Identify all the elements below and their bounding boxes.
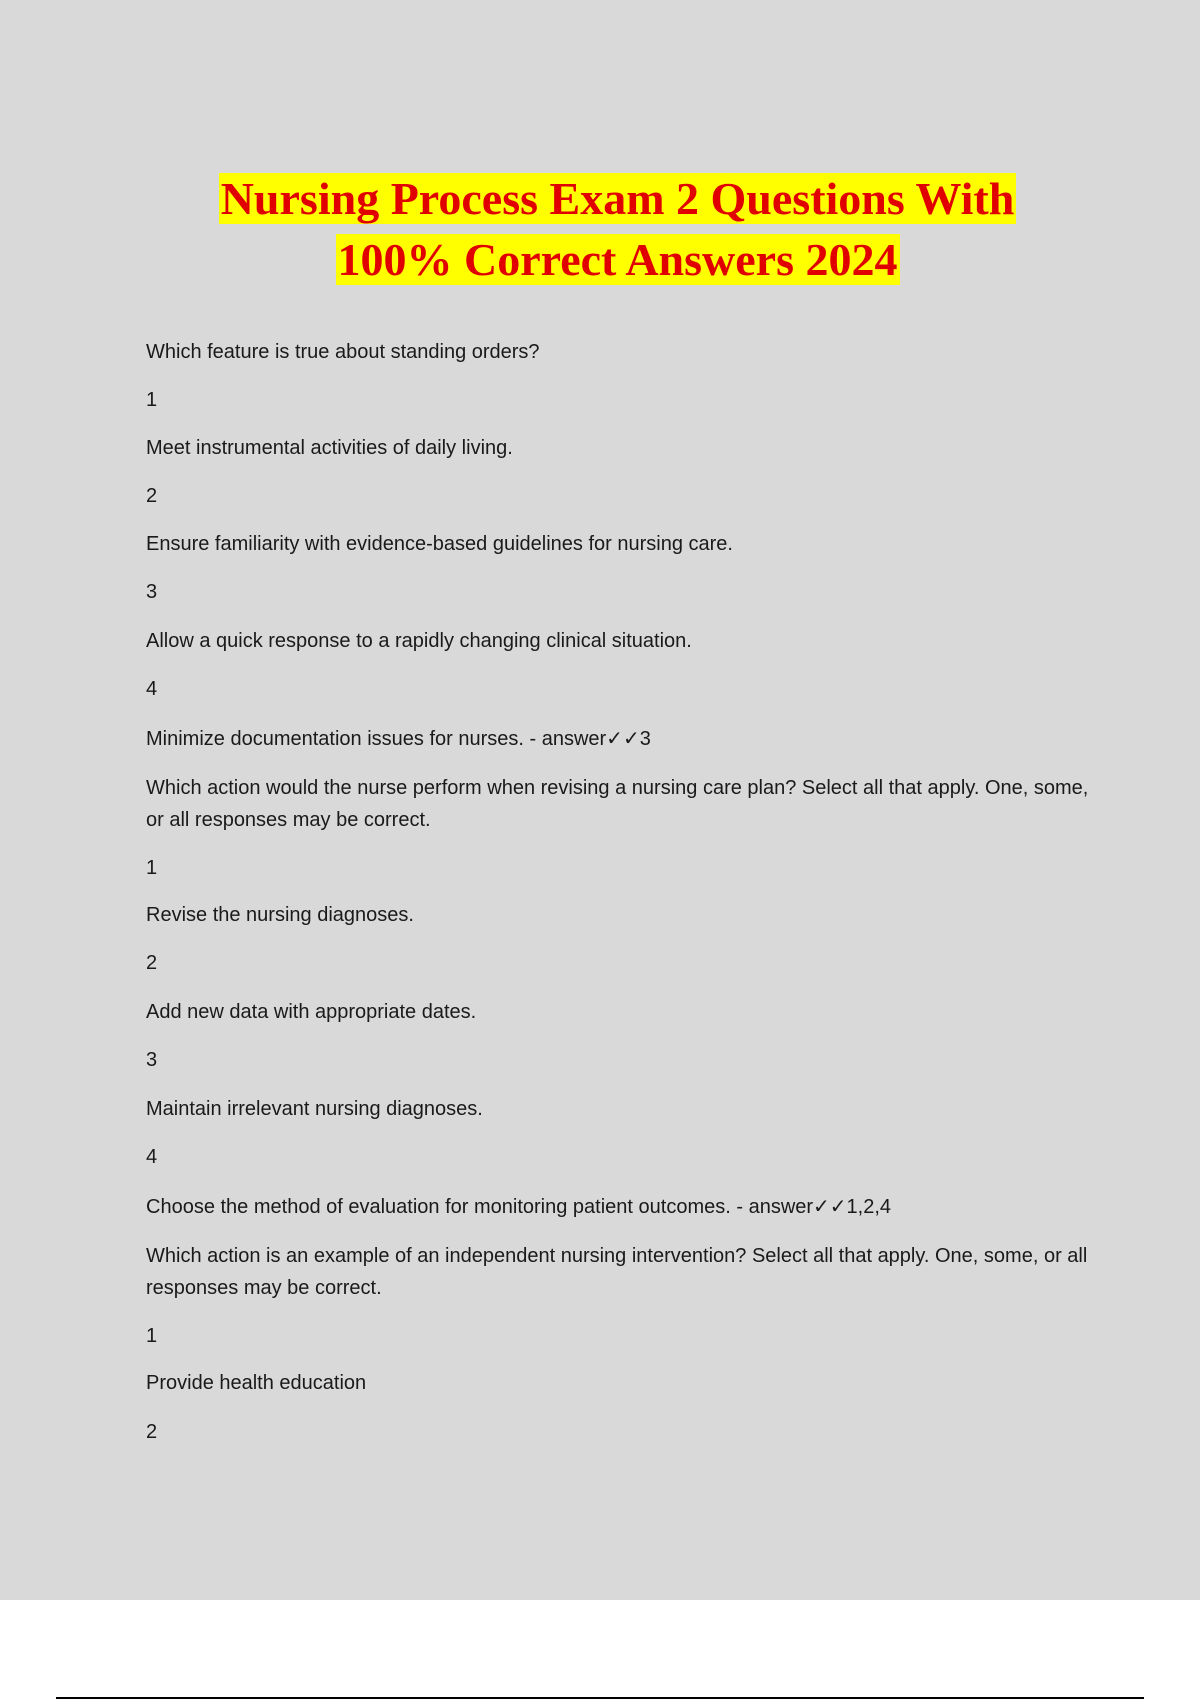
option-number: 1 [146,389,158,411]
option-number: 3 [146,1049,158,1071]
option-text: Provide health education [146,1372,367,1394]
option-number: 2 [146,1421,158,1443]
option-text: Revise the nursing diagnoses. [146,904,414,926]
option-number: 3 [146,581,158,603]
answer-line: Choose the method of evaluation for monitoring patient outcomes. - answer✓✓1,2,4 [146,1196,892,1218]
option-text: Ensure familiarity with evidence-based guidelines for nursing care. [146,533,733,555]
footer-divider [56,1697,1144,1699]
question-1-text: Which feature is true about standing orders? [146,341,540,363]
option-number: 2 [146,952,158,974]
title-line-2: 100% Correct Answers 2024 [337,234,898,285]
option-number: 4 [146,678,158,700]
document-title [0,168,1200,290]
question-2-text: Which action would the nurse perform when revising a nursing care plan? Select all that apply. One, some, or all responses may be correct. [146,777,1089,831]
option-number: 4 [146,1146,158,1168]
option-text: Meet instrumental activities of daily living. [146,437,513,459]
option-text: Maintain irrelevant nursing diagnoses. [146,1098,483,1120]
option-text: Allow a quick response to a rapidly changing clinical situation. [146,630,692,652]
option-number: 1 [146,857,158,879]
option-number: 1 [146,1325,158,1347]
answer-line: Minimize documentation issues for nurses. - answer✓✓3 [146,728,651,750]
option-number: 2 [146,485,158,507]
option-text: Add new data with appropriate dates. [146,1001,477,1023]
question-3-text: Which action is an example of an independent nursing intervention? Select all that apply. One, some, or all responses may be correct. [146,1245,1088,1299]
title-line-1: Nursing Process Exam 2 Questions With [220,173,1015,224]
